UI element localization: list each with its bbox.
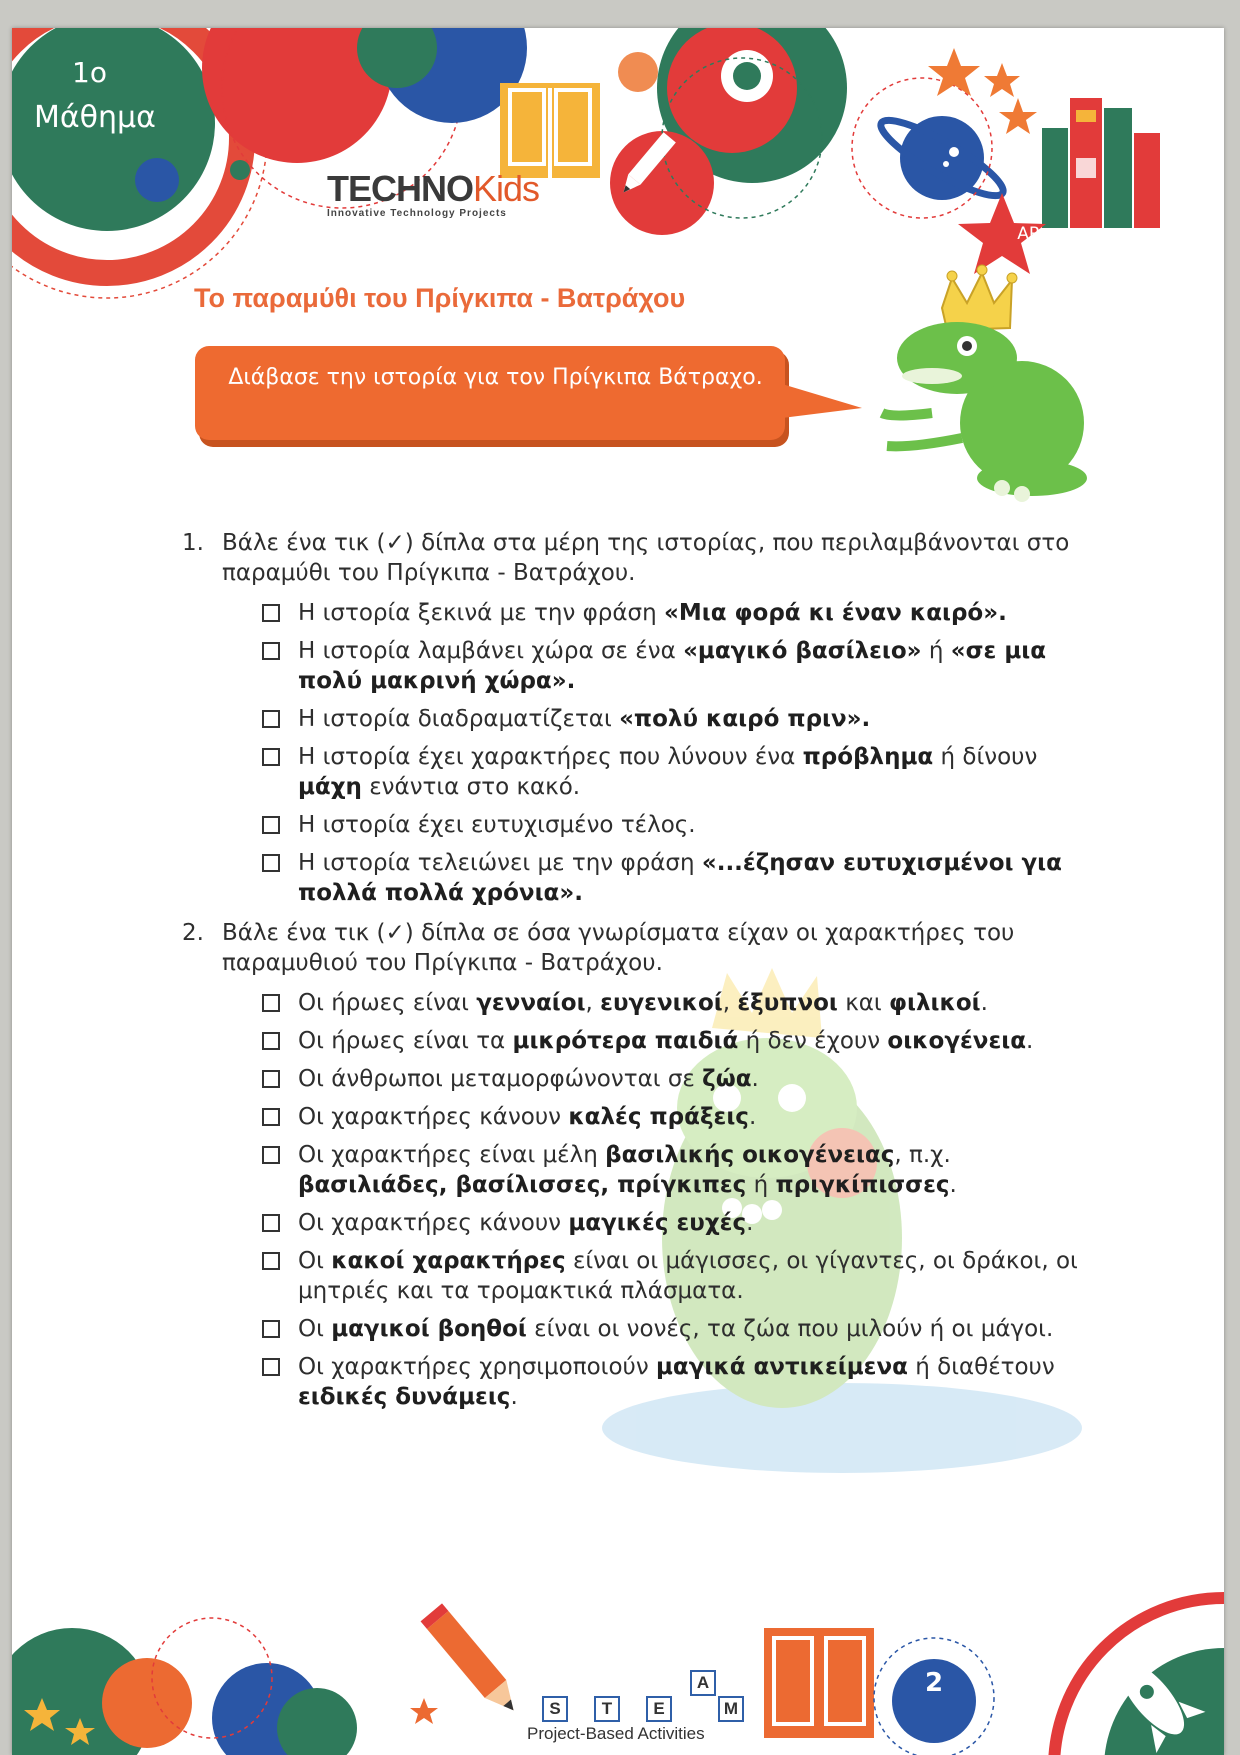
book-icon <box>764 1628 874 1738</box>
checkbox[interactable] <box>262 1146 280 1164</box>
checklist-item: Η ιστορία τελειώνει με την φράση «...έζησαν ευτυχισμένοι για πολλά πολλά χρόνια». <box>262 848 1082 908</box>
book-icon <box>500 83 600 178</box>
star-icon <box>410 1698 438 1724</box>
checklist-item: Οι χαρακτήρες κάνουν μαγικές ευχές. <box>262 1208 1082 1238</box>
logo-tagline: Innovative Technology Projects <box>327 208 507 219</box>
checklist-item: Οι μαγικοί βοηθοί είναι οι νονές, τα ζώα που μιλούν ή οι μάγοι. <box>262 1314 1082 1344</box>
lesson-number: 1ο <box>72 56 107 89</box>
lesson-badge <box>12 28 212 188</box>
checklist-item: Η ιστορία έχει ευτυχισμένο τέλος. <box>262 810 1082 840</box>
stem-letter: T <box>594 1696 620 1722</box>
books-icon <box>1042 98 1160 228</box>
checklist-item: Οι χαρακτήρες κάνουν καλές πράξεις. <box>262 1102 1082 1132</box>
technokids-logo <box>327 168 547 219</box>
checkbox[interactable] <box>262 816 280 834</box>
lesson-label: Μάθημα <box>34 100 156 135</box>
star-icon <box>928 48 980 96</box>
checklist-item: Οι χαρακτήρες είναι μέλη βασιλικής οικογένειας, π.χ. βασιλιάδες, βασίλισσες, πρίγκιπες ή πριγκίπισσες. <box>262 1140 1082 1200</box>
checklist-item: Η ιστορία έχει χαρακτήρες που λύνουν ένα πρόβλημα ή δίνουν μάχη ενάντια στο κακό. <box>262 742 1082 802</box>
question-2 <box>182 918 1082 1412</box>
stem-letter: E <box>646 1696 672 1722</box>
stem-caption: Project-Based Activities <box>527 1724 705 1743</box>
stem-letter: A <box>690 1670 716 1696</box>
checkbox[interactable] <box>262 1032 280 1050</box>
questions-section <box>182 528 1082 1422</box>
question-number: 2. <box>182 920 204 946</box>
checklist-item: Η ιστορία διαδραματίζεται «πολύ καιρό πριν». <box>262 704 1082 734</box>
stem-letter: S <box>542 1696 568 1722</box>
checklist-item: Οι χαρακτήρες χρησιμοποιούν μαγικά αντικείμενα ή διαθέτουν ειδικές δυνάμεις. <box>262 1352 1082 1412</box>
ar-label: AR <box>1017 224 1041 244</box>
crown-icon <box>942 265 1017 330</box>
question-prompt: Βάλε ένα τικ (✓) δίπλα σε όσα γνωρίσματα είχαν οι χαρακτήρες του παραμυθιού του Πρίγκιπα - Βατράχου. <box>222 920 1015 976</box>
pencil-icon <box>421 1603 525 1719</box>
instruction-bubble <box>192 346 872 456</box>
logo-techno: TECHNO <box>327 168 473 209</box>
checkbox[interactable] <box>262 1320 280 1338</box>
checklist-item: Οι ήρωες είναι γενναίοι, ευγενικοί, έξυπνοι και φιλικοί. <box>262 988 1082 1018</box>
checklist-item: Η ιστορία λαμβάνει χώρα σε ένα «μαγικό βασίλειο» ή «σε μια πολύ μακρινή χώρα». <box>262 636 1082 696</box>
frog-prince-illustration <box>872 248 1102 528</box>
instruction-text: Διάβασε την ιστορία για τον Πρίγκιπα Βάτραχο. <box>228 365 763 390</box>
question-prompt: Βάλε ένα τικ (✓) δίπλα στα μέρη της ιστορίας, που περιλαμβάνονται στο παραμύθι του Πρίγκιπα - Βατράχου. <box>222 530 1070 586</box>
checklist-item: Οι κακοί χαρακτήρες είναι οι μάγισσες, οι γίγαντες, οι δράκοι, οι μητριές και τα τρομακτικά πλάσματα. <box>262 1246 1082 1306</box>
page-number: 2 <box>924 1668 944 1698</box>
planet-icon <box>873 109 1010 207</box>
checkbox[interactable] <box>262 994 280 1012</box>
checkbox[interactable] <box>262 1214 280 1232</box>
star-icon <box>984 63 1020 97</box>
checkbox[interactable] <box>262 1070 280 1088</box>
logo-kids: Kids <box>473 168 540 209</box>
question-1 <box>182 528 1082 908</box>
checkbox[interactable] <box>262 854 280 872</box>
checklist-item: Η ιστορία ξεκινά με την φράση «Μια φορά κι έναν καιρό». <box>262 598 1082 628</box>
checkbox[interactable] <box>262 710 280 728</box>
checklist-item: Οι άνθρωποι μεταμορφώνονται σε ζώα. <box>262 1064 1082 1094</box>
star-icon <box>999 98 1037 134</box>
checkbox[interactable] <box>262 1358 280 1376</box>
worksheet-page <box>12 28 1224 1755</box>
stem-letter: M <box>718 1696 744 1722</box>
stem-logo <box>532 1648 752 1718</box>
checkbox[interactable] <box>262 1108 280 1126</box>
checklist-item: Οι ήρωες είναι τα μικρότερα παιδιά ή δεν έχουν οικογένεια. <box>262 1026 1082 1056</box>
checkbox[interactable] <box>262 748 280 766</box>
checkbox[interactable] <box>262 642 280 660</box>
question-number: 1. <box>182 530 204 556</box>
checkbox[interactable] <box>262 604 280 622</box>
checkbox[interactable] <box>262 1252 280 1270</box>
page-title: Το παραμύθι του Πρίγκιπα - Βατράχου <box>194 283 686 313</box>
